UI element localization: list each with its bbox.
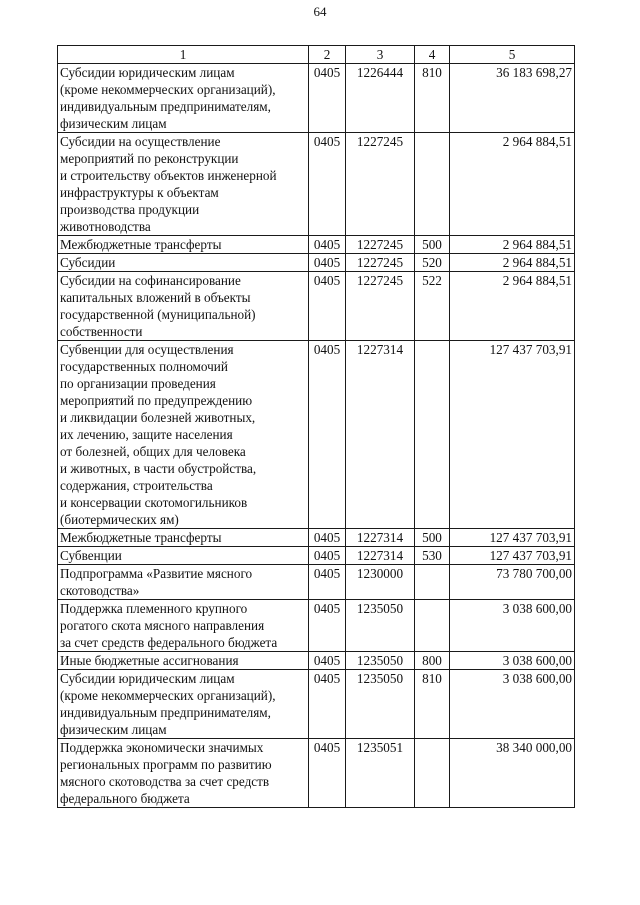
- row-amount-cell: 36 183 698,27: [450, 64, 575, 133]
- row-section-cell: 0405: [309, 529, 346, 547]
- row-name-cell: Поддержка племенного крупного рогатого скота мясного направления за счет средств федерального бюджета: [58, 600, 309, 652]
- table-row: [58, 565, 575, 600]
- row-type-cell: [415, 133, 450, 236]
- row-name-cell: Межбюджетные трансферты: [58, 529, 309, 547]
- row-type-cell: 522: [415, 272, 450, 341]
- table-row: [58, 600, 575, 652]
- row-target-cell: 1230000: [346, 565, 415, 600]
- row-section-cell: 0405: [309, 272, 346, 341]
- row-target-cell: 1227314: [346, 529, 415, 547]
- row-amount-cell: 2 964 884,51: [450, 236, 575, 254]
- row-section-cell: 0405: [309, 341, 346, 529]
- row-section-cell: 0405: [309, 254, 346, 272]
- row-amount-cell: 2 964 884,51: [450, 133, 575, 236]
- table-row: [58, 652, 575, 670]
- row-type-cell: [415, 739, 450, 808]
- row-amount-cell: 3 038 600,00: [450, 652, 575, 670]
- row-amount-cell: 2 964 884,51: [450, 272, 575, 341]
- row-target-cell: 1226444: [346, 64, 415, 133]
- row-amount-cell: 38 340 000,00: [450, 739, 575, 808]
- page-number: 64: [313, 4, 327, 19]
- row-section-cell: 0405: [309, 652, 346, 670]
- row-target-cell: 1235050: [346, 670, 415, 739]
- row-name-cell: Субсидии на осуществление мероприятий по реконструкции и строительству объектов инженерной инфраструктуры к объектам производства продукции животноводства: [58, 133, 309, 236]
- table-row: [58, 670, 575, 739]
- row-name-cell: Субсидии на софинансирование капитальных вложений в объекты государственной (муниципальной) собственности: [58, 272, 309, 341]
- row-name-cell: Субвенции для осуществления государственных полномочий по организации проведения мероприятий по предупреждению и ликвидации болезней животных, их лечению, защите населения от болезней, общих для человека и животных, в части обустройства, содержания, строительства и консервации скотомогильников (биотермических ям): [58, 341, 309, 529]
- table-row: [58, 236, 575, 254]
- row-type-cell: 530: [415, 547, 450, 565]
- row-name-cell: Субсидии юридическим лицам (кроме некоммерческих организаций), индивидуальным предпринимателям, физическим лицам: [58, 670, 309, 739]
- row-section-cell: 0405: [309, 600, 346, 652]
- row-amount-cell: 3 038 600,00: [450, 600, 575, 652]
- row-type-cell: [415, 341, 450, 529]
- table-header-row: [58, 46, 575, 64]
- row-section-cell: 0405: [309, 547, 346, 565]
- row-type-cell: 520: [415, 254, 450, 272]
- table-row: [58, 739, 575, 808]
- budget-table: [57, 45, 575, 808]
- row-type-cell: 800: [415, 652, 450, 670]
- row-section-cell: 0405: [309, 236, 346, 254]
- row-name-cell: Поддержка экономически значимых региональных программ по развитию мясного скотоводства за счет средств федерального бюджета: [58, 739, 309, 808]
- row-amount-cell: 127 437 703,91: [450, 341, 575, 529]
- row-amount-cell: 2 964 884,51: [450, 254, 575, 272]
- row-name-cell: Субвенции: [58, 547, 309, 565]
- header-cell: 4: [415, 46, 450, 64]
- row-amount-cell: 127 437 703,91: [450, 547, 575, 565]
- header-cell: 2: [309, 46, 346, 64]
- table-row: [58, 64, 575, 133]
- row-type-cell: 500: [415, 529, 450, 547]
- row-name-cell: Межбюджетные трансферты: [58, 236, 309, 254]
- table-row: [58, 341, 575, 529]
- row-target-cell: 1227245: [346, 254, 415, 272]
- table-row: [58, 272, 575, 341]
- table-row: [58, 133, 575, 236]
- row-name-cell: Подпрограмма «Развитие мясного скотоводства»: [58, 565, 309, 600]
- row-amount-cell: 3 038 600,00: [450, 670, 575, 739]
- row-target-cell: 1235050: [346, 652, 415, 670]
- row-type-cell: 810: [415, 670, 450, 739]
- row-section-cell: 0405: [309, 64, 346, 133]
- header-cell: 1: [58, 46, 309, 64]
- row-target-cell: 1235050: [346, 600, 415, 652]
- row-amount-cell: 127 437 703,91: [450, 529, 575, 547]
- row-type-cell: [415, 565, 450, 600]
- row-name-cell: Субсидии юридическим лицам (кроме некоммерческих организаций), индивидуальным предпринимателям, физическим лицам: [58, 64, 309, 133]
- table-row: [58, 254, 575, 272]
- header-cell: 3: [346, 46, 415, 64]
- row-target-cell: 1227314: [346, 547, 415, 565]
- row-name-cell: Субсидии: [58, 254, 309, 272]
- row-target-cell: 1227314: [346, 341, 415, 529]
- row-type-cell: 500: [415, 236, 450, 254]
- row-target-cell: 1235051: [346, 739, 415, 808]
- row-section-cell: 0405: [309, 670, 346, 739]
- table-row: [58, 529, 575, 547]
- row-name-cell: Иные бюджетные ассигнования: [58, 652, 309, 670]
- row-section-cell: 0405: [309, 565, 346, 600]
- header-cell: 5: [450, 46, 575, 64]
- row-target-cell: 1227245: [346, 133, 415, 236]
- row-amount-cell: 73 780 700,00: [450, 565, 575, 600]
- table-row: [58, 547, 575, 565]
- row-section-cell: 0405: [309, 133, 346, 236]
- row-target-cell: 1227245: [346, 236, 415, 254]
- row-type-cell: [415, 600, 450, 652]
- row-section-cell: 0405: [309, 739, 346, 808]
- row-type-cell: 810: [415, 64, 450, 133]
- row-target-cell: 1227245: [346, 272, 415, 341]
